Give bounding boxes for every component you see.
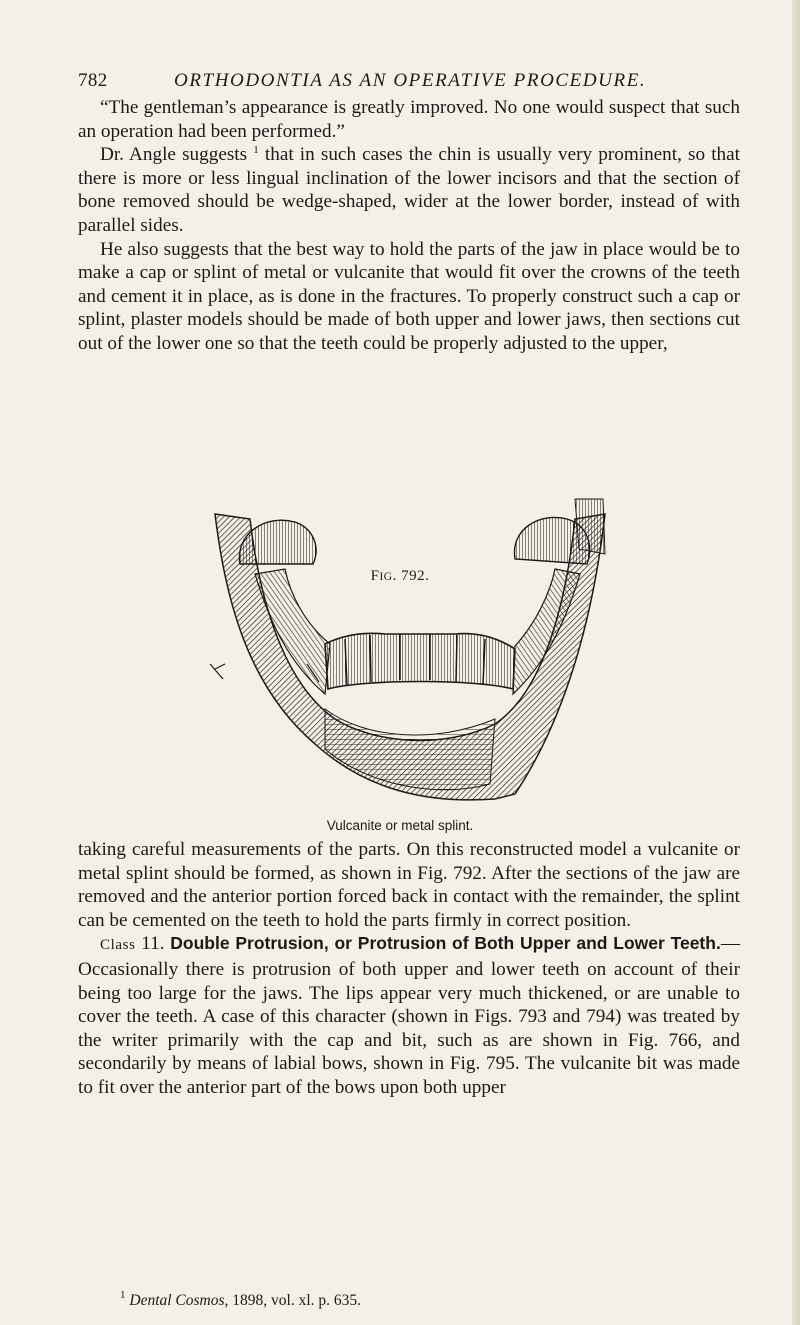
continuation-paragraph: taking careful measurements of the parts. On this reconstructed model a vulcanite or metal splint should be formed, as shown in Fig. 792. After the sections of the jaw are removed and the anterior portion forced back in contact with the remainder, the splint can be cemented on the teeth to hold the parts firmly in correct position. — [78, 839, 740, 931]
page-edge — [792, 0, 800, 1325]
right-ramus — [575, 499, 605, 554]
class-heading: Double Protrusion, or Protrusion of Both Upper and Lower Teeth. — [170, 933, 721, 954]
footnote — [120, 1289, 362, 1310]
footnote-details: 1898, vol. xl. p. 635. — [232, 1292, 362, 1309]
class-paragraph — [78, 932, 740, 1099]
angle-text: that in such cases the chin is usually very prominent, so that there is more or less lingual inclination of the lower incisors and that the section of bone removed should be wedge-shaped, wider at the lower border, instead of with parallel sides. — [78, 144, 741, 236]
text-block-bottom — [78, 838, 740, 1100]
class-text: —Occasionally there is protrusion of both upper and lower teeth on account of their being too large for the jaws. The lips appear very much thickened, or are unable to cover the teeth. A case of this character (shown in Figs. 793 and 794) was treated by the writer primarily with the cap and bit, such as are shown in Fig. 766, and secondarily by means of labial bows, shown in Fig. 795. The vulcanite bit was made to fit over the anterior part of the bows upon both upper — [78, 933, 741, 1098]
class-number: 11. — [141, 933, 165, 955]
splint-drawing — [195, 494, 625, 824]
footnote-source: Dental Cosmos, — [129, 1292, 229, 1309]
incisor-cap — [325, 633, 515, 689]
figure-label: FIG. 792. — [370, 568, 430, 584]
splint-paragraph: He also suggests that the best way to hold the parts of the jaw in place would be to make a cap or splint of metal or vulcanite that would fit over the crowns of the teeth and cement it in place, as is done in the fractures. To properly construct such a cap or splint, plaster models should be made of both upper and lower jaws, then sections cut out of the lower one so that the teeth could be properly adjusted to the upper, — [78, 238, 740, 354]
angle-paragraph — [78, 143, 740, 237]
page-number: 782 — [78, 70, 108, 91]
lingual-band — [325, 709, 495, 790]
footnote-marker: 1 — [253, 144, 259, 157]
quote-paragraph: “The gentleman’s appearance is greatly improved. No one would suspect that such an operation had been performed.” — [78, 97, 740, 142]
figure-splint-illustration — [195, 494, 625, 824]
angle-prefix: Dr. Angle suggests — [100, 144, 248, 166]
footnote-number: 1 — [120, 1289, 126, 1301]
running-title: ORTHODONTIA AS AN OPERATIVE PROCEDURE. — [174, 70, 647, 91]
text-block-top — [78, 96, 740, 356]
figure-caption: Vulcanite or metal splint. — [326, 818, 474, 833]
class-label: Class — [100, 937, 136, 954]
